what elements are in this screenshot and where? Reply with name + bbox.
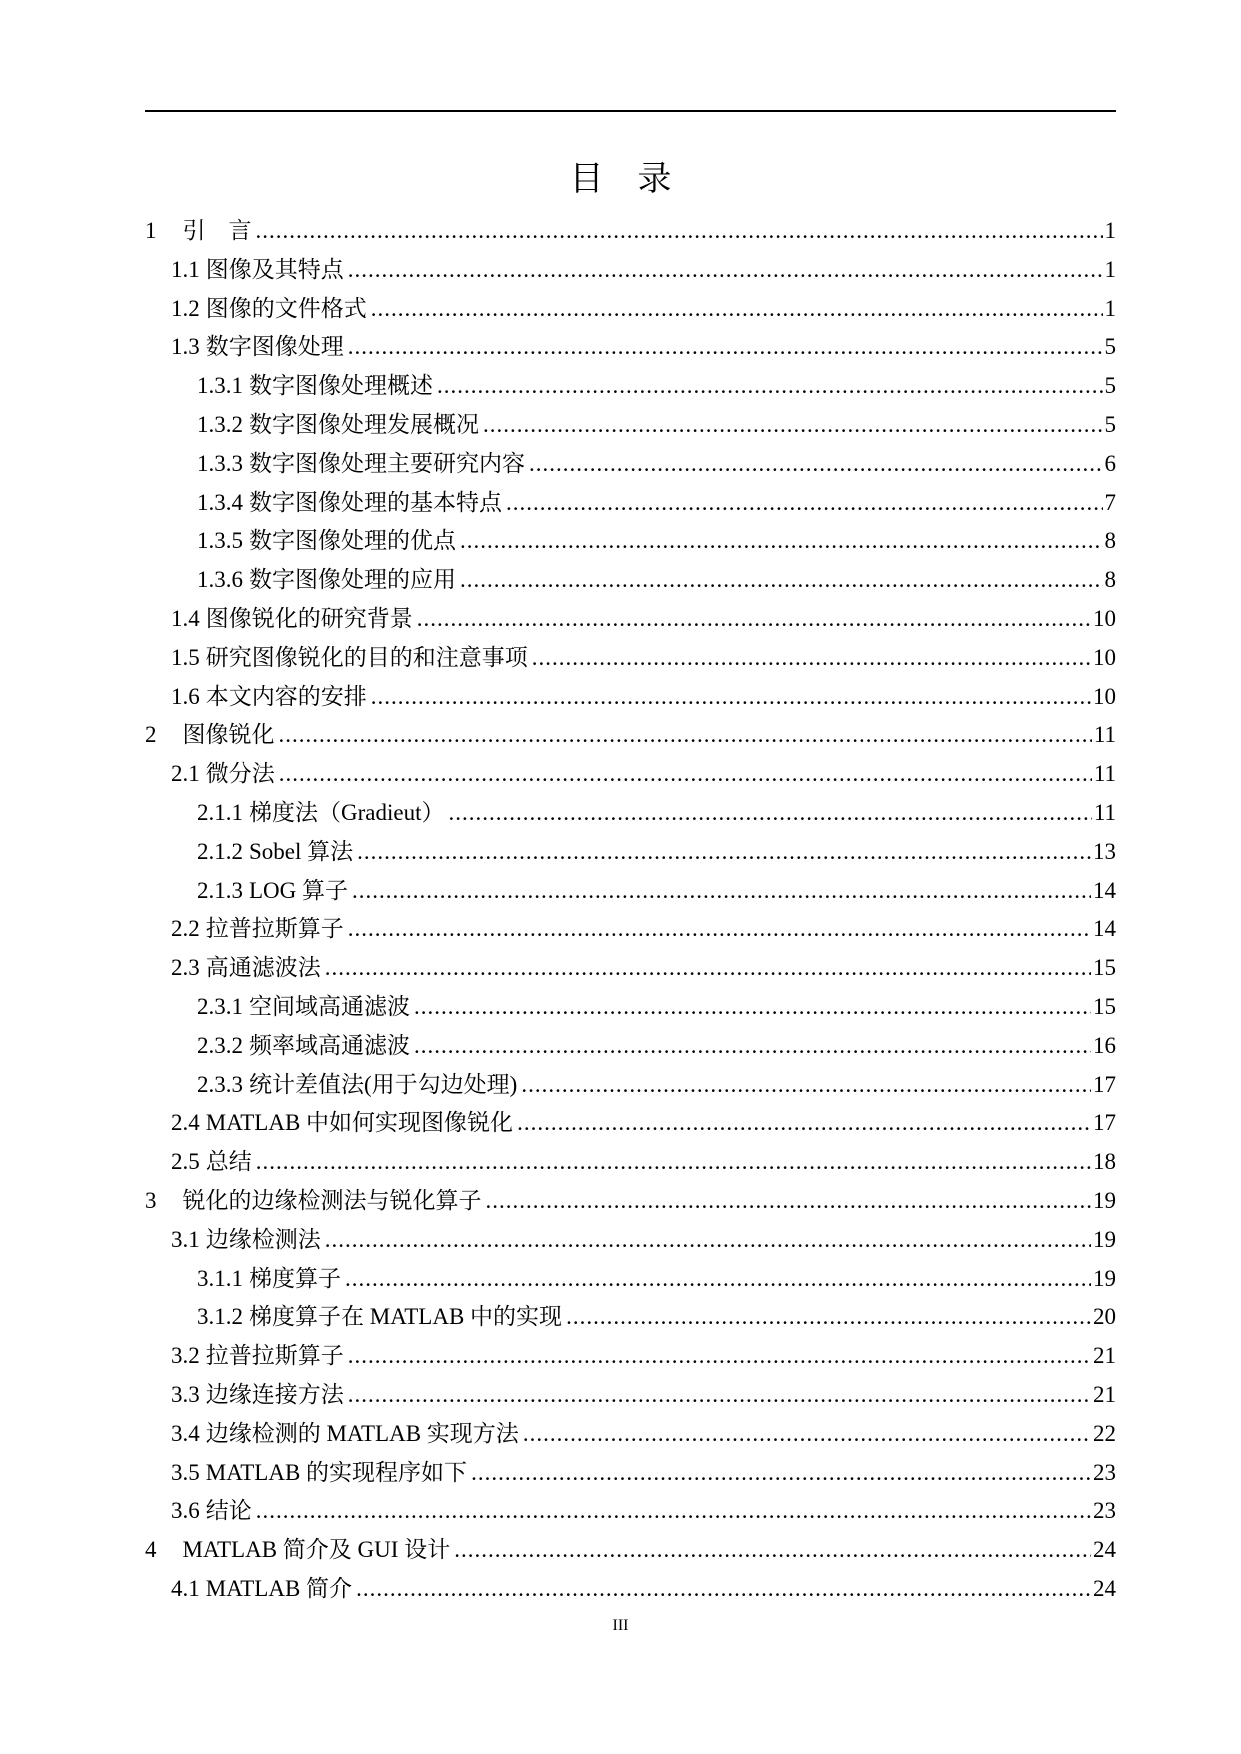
toc-entry-page: 10 (1093, 644, 1116, 670)
toc-entry-title: 微分法 (205, 761, 275, 787)
toc-entry[interactable] (145, 1066, 1116, 1105)
toc-dot-leader (348, 1337, 1091, 1376)
toc-entry-page: 21 (1093, 1343, 1116, 1369)
toc-entry[interactable] (145, 1337, 1116, 1376)
toc-entry-number: 3.3 (171, 1381, 200, 1407)
toc-dot-leader (417, 600, 1091, 639)
toc-entry[interactable] (145, 1454, 1116, 1493)
toc-entry-page: 15 (1093, 993, 1116, 1019)
toc-entry[interactable] (145, 1376, 1116, 1415)
toc-entry-page: 7 (1104, 489, 1116, 515)
toc-entry[interactable] (145, 1221, 1116, 1260)
toc-dot-leader (521, 1066, 1091, 1105)
toc-entry-title: 图像锐化的研究背景 (205, 605, 413, 631)
toc-entry-number: 1.3 (171, 334, 200, 360)
toc-entry-page: 23 (1093, 1498, 1116, 1524)
toc-entry[interactable] (145, 872, 1116, 911)
toc-dot-leader (532, 639, 1091, 678)
toc-entry-number: 3 (145, 1187, 157, 1213)
toc-dot-leader (348, 910, 1091, 949)
toc-entry-page: 6 (1104, 450, 1116, 476)
toc-entry-title: 数字图像处理主要研究内容 (249, 450, 525, 476)
toc-entry-title: 数字图像处理 (205, 334, 344, 360)
toc-dot-leader (325, 949, 1091, 988)
toc-entry-number: 1.5 (171, 644, 200, 670)
toc-entry-title: 图像锐化 (182, 722, 275, 748)
toc-entry[interactable] (145, 833, 1116, 872)
toc-dot-leader (256, 1143, 1091, 1182)
toc-entry-number: 1.3.3 (197, 450, 243, 476)
toc-title-char-2: 录 (637, 161, 672, 198)
toc-entry-title: 数字图像处理发展概况 (249, 411, 479, 437)
toc-entry[interactable] (145, 678, 1116, 717)
toc-entry-page: 24 (1093, 1575, 1116, 1601)
toc-entry-number: 2.3.3 (197, 1071, 243, 1097)
toc-entry-number: 1 (145, 218, 157, 243)
toc-dot-leader (348, 251, 1103, 290)
toc-entry[interactable] (145, 212, 1116, 251)
toc-entry-title: 高通滤波法 (205, 955, 321, 981)
toc-entry-title: MATLAB 中如何实现图像锐化 (205, 1110, 514, 1136)
toc-entry-title: Sobel 算法 (249, 838, 354, 864)
toc-dot-leader (483, 406, 1103, 445)
toc-entry-page: 24 (1093, 1537, 1116, 1563)
toc-entry-number: 1.3.1 (197, 373, 243, 399)
toc-entry-number: 2.1.3 (197, 877, 243, 903)
toc-entry-title: 拉普拉斯算子 (205, 1343, 344, 1369)
toc-entry[interactable] (145, 794, 1116, 833)
toc-entry[interactable] (145, 1182, 1116, 1221)
toc-entry-page: 19 (1093, 1226, 1116, 1252)
toc-entry-number: 4 (145, 1537, 157, 1563)
toc-dot-leader (414, 988, 1091, 1027)
toc-entry-title: 梯度算子在 MATLAB 中的实现 (249, 1304, 563, 1330)
toc-entry[interactable] (145, 988, 1116, 1027)
toc-entry-title: 频率域高通滤波 (249, 1032, 410, 1058)
toc-entry-number: 2.3.1 (197, 993, 243, 1019)
toc-dot-leader (566, 1298, 1091, 1337)
toc-entry-title: 数字图像处理的优点 (249, 528, 456, 554)
toc-entry[interactable] (145, 639, 1116, 678)
toc-entry-title: 图像及其特点 (205, 256, 344, 282)
toc-entry-page: 17 (1093, 1110, 1116, 1136)
toc-dot-leader (506, 484, 1103, 523)
toc-entry[interactable] (145, 1027, 1116, 1066)
toc-entry-page: 8 (1104, 528, 1116, 554)
toc-dot-leader (460, 522, 1103, 561)
toc-dot-leader (357, 833, 1091, 872)
table-of-contents (145, 212, 1116, 1609)
toc-dot-leader (517, 1104, 1091, 1143)
toc-title-char-1: 目 (569, 161, 604, 198)
toc-entry-number: 2.1.2 (197, 838, 243, 864)
toc-entry-title: 锐化的边缘检测法与锐化算子 (182, 1187, 482, 1213)
toc-dot-leader (345, 1260, 1091, 1299)
toc-dot-leader (471, 1454, 1091, 1493)
toc-entry-page: 19 (1093, 1265, 1116, 1291)
toc-dot-leader (325, 1221, 1091, 1260)
toc-entry[interactable] (145, 755, 1116, 794)
toc-entry-page: 14 (1093, 877, 1116, 903)
toc-entry-page: 8 (1104, 567, 1116, 593)
toc-entry-page: 11 (1093, 722, 1116, 748)
toc-entry-title: 数字图像处理的应用 (249, 567, 456, 593)
toc-entry-title: 边缘连接方法 (205, 1381, 344, 1407)
toc-entry-title: 梯度法（Gradieut） (249, 799, 445, 825)
toc-entry[interactable] (145, 1298, 1116, 1337)
toc-entry-title: 空间域高通滤波 (249, 993, 410, 1019)
toc-entry-title: 总结 (205, 1149, 252, 1175)
toc-entry[interactable] (145, 290, 1116, 329)
header-rule (145, 110, 1116, 112)
toc-entry-page: 5 (1104, 334, 1116, 360)
toc-entry-title: MATLAB 简介 (205, 1575, 353, 1601)
toc-dot-leader (523, 1415, 1091, 1454)
toc-entry[interactable] (145, 1260, 1116, 1299)
toc-entry-number: 1.3.4 (197, 489, 243, 515)
toc-entry-page: 15 (1093, 955, 1116, 981)
toc-entry[interactable] (145, 1415, 1116, 1454)
toc-entry-number: 1.1 (171, 256, 200, 282)
toc-dot-leader (454, 1531, 1091, 1570)
toc-entry-number: 1.3.2 (197, 411, 243, 437)
toc-entry-number: 3.6 (171, 1498, 200, 1524)
toc-entry-title: 统计差值法(用于勾边处理) (249, 1071, 518, 1097)
toc-entry-title: MATLAB 简介及 GUI 设计 (182, 1537, 451, 1563)
toc-entry-number: 2.3.2 (197, 1032, 243, 1058)
toc-entry[interactable] (145, 716, 1116, 755)
toc-entry-page: 1 (1104, 256, 1116, 282)
toc-entry-page: 19 (1093, 1187, 1116, 1213)
toc-entry-title: 边缘检测法 (205, 1226, 321, 1252)
toc-entry[interactable] (145, 522, 1116, 561)
toc-entry-number: 2.2 (171, 916, 200, 942)
toc-entry-page: 5 (1104, 373, 1116, 399)
toc-entry-number: 2.3 (171, 955, 200, 981)
toc-entry-number: 3.5 (171, 1459, 200, 1485)
toc-entry-page: 16 (1093, 1032, 1116, 1058)
toc-entry-number: 2 (145, 722, 157, 748)
toc-entry-page: 14 (1093, 916, 1116, 942)
toc-entry[interactable] (145, 328, 1116, 367)
toc-entry-title: 本文内容的安排 (205, 683, 367, 709)
toc-entry-title: MATLAB 的实现程序如下 (205, 1459, 468, 1485)
toc-entry[interactable] (145, 1531, 1116, 1570)
toc-entry-page: 10 (1093, 683, 1116, 709)
toc-title (0, 156, 1241, 204)
toc-entry-title: 边缘检测的 MATLAB 实现方法 (205, 1420, 519, 1446)
toc-entry-title: LOG 算子 (249, 877, 349, 903)
toc-entry[interactable] (145, 367, 1116, 406)
toc-dot-leader (352, 872, 1091, 911)
toc-entry-number: 2.1 (171, 761, 200, 787)
toc-dot-leader (371, 678, 1091, 717)
toc-entry-number: 1.6 (171, 683, 200, 709)
toc-dot-leader (414, 1027, 1091, 1066)
toc-entry-title: 结论 (205, 1498, 252, 1524)
toc-entry[interactable] (145, 484, 1116, 523)
toc-entry-title: 数字图像处理概述 (249, 373, 433, 399)
toc-entry-number: 1.3.5 (197, 528, 243, 554)
toc-entry[interactable] (145, 1492, 1116, 1531)
toc-entry[interactable] (145, 1143, 1116, 1182)
toc-entry-title: 引 言 (182, 218, 252, 243)
toc-entry[interactable] (145, 600, 1116, 639)
toc-entry-page: 1 (1104, 295, 1116, 321)
toc-entry[interactable] (145, 1104, 1116, 1143)
toc-dot-leader (371, 290, 1103, 329)
toc-entry-number: 4.1 (171, 1575, 200, 1601)
toc-entry-page: 11 (1093, 799, 1116, 825)
toc-entry[interactable] (145, 949, 1116, 988)
toc-entry-number: 1.2 (171, 295, 200, 321)
toc-dot-leader (279, 755, 1092, 794)
toc-entry[interactable] (145, 561, 1116, 600)
toc-entry-number: 3.1 (171, 1226, 200, 1252)
toc-dot-leader (448, 794, 1091, 833)
toc-entry-page: 22 (1093, 1420, 1116, 1446)
toc-entry-number: 3.2 (171, 1343, 200, 1369)
toc-entry[interactable] (145, 251, 1116, 290)
toc-entry-number: 2.5 (171, 1149, 200, 1175)
toc-dot-leader (256, 1492, 1091, 1531)
toc-entry-page: 13 (1093, 838, 1116, 864)
toc-entry-page: 10 (1093, 605, 1116, 631)
toc-entry-page: 20 (1093, 1304, 1116, 1330)
toc-dot-leader (348, 1376, 1091, 1415)
toc-entry-number: 3.1.1 (197, 1265, 243, 1291)
toc-entry-number: 3.1.2 (197, 1304, 243, 1330)
toc-entry-page: 18 (1093, 1149, 1116, 1175)
toc-dot-leader (256, 212, 1103, 251)
toc-dot-leader (486, 1182, 1092, 1221)
toc-entry-page: 23 (1093, 1459, 1116, 1485)
toc-entry-title: 图像的文件格式 (205, 295, 367, 321)
toc-entry-page: 21 (1093, 1381, 1116, 1407)
toc-dot-leader (348, 328, 1103, 367)
toc-entry-page: 1 (1104, 218, 1116, 243)
toc-entry-number: 2.4 (171, 1110, 200, 1136)
toc-entry-number: 1.4 (171, 605, 200, 631)
toc-entry-title: 数字图像处理的基本特点 (249, 489, 502, 515)
toc-entry[interactable] (145, 406, 1116, 445)
toc-entry[interactable] (145, 910, 1116, 949)
toc-entry-number: 3.4 (171, 1420, 200, 1446)
toc-entry-page: 11 (1093, 761, 1116, 787)
toc-entry-page: 5 (1104, 411, 1116, 437)
toc-entry-title: 拉普拉斯算子 (205, 916, 344, 942)
toc-entry-title: 梯度算子 (249, 1265, 341, 1291)
toc-dot-leader (279, 716, 1092, 755)
page-number: III (612, 1617, 629, 1634)
toc-entry[interactable] (145, 1570, 1116, 1609)
toc-entry-number: 1.3.6 (197, 567, 243, 593)
toc-dot-leader (356, 1570, 1091, 1609)
toc-entry-number: 2.1.1 (197, 799, 243, 825)
toc-dot-leader (460, 561, 1103, 600)
toc-entry[interactable] (145, 445, 1116, 484)
toc-entry-page: 17 (1093, 1071, 1116, 1097)
toc-entry-title: 研究图像锐化的目的和注意事项 (205, 644, 528, 670)
toc-dot-leader (529, 445, 1103, 484)
toc-dot-leader (437, 367, 1103, 406)
